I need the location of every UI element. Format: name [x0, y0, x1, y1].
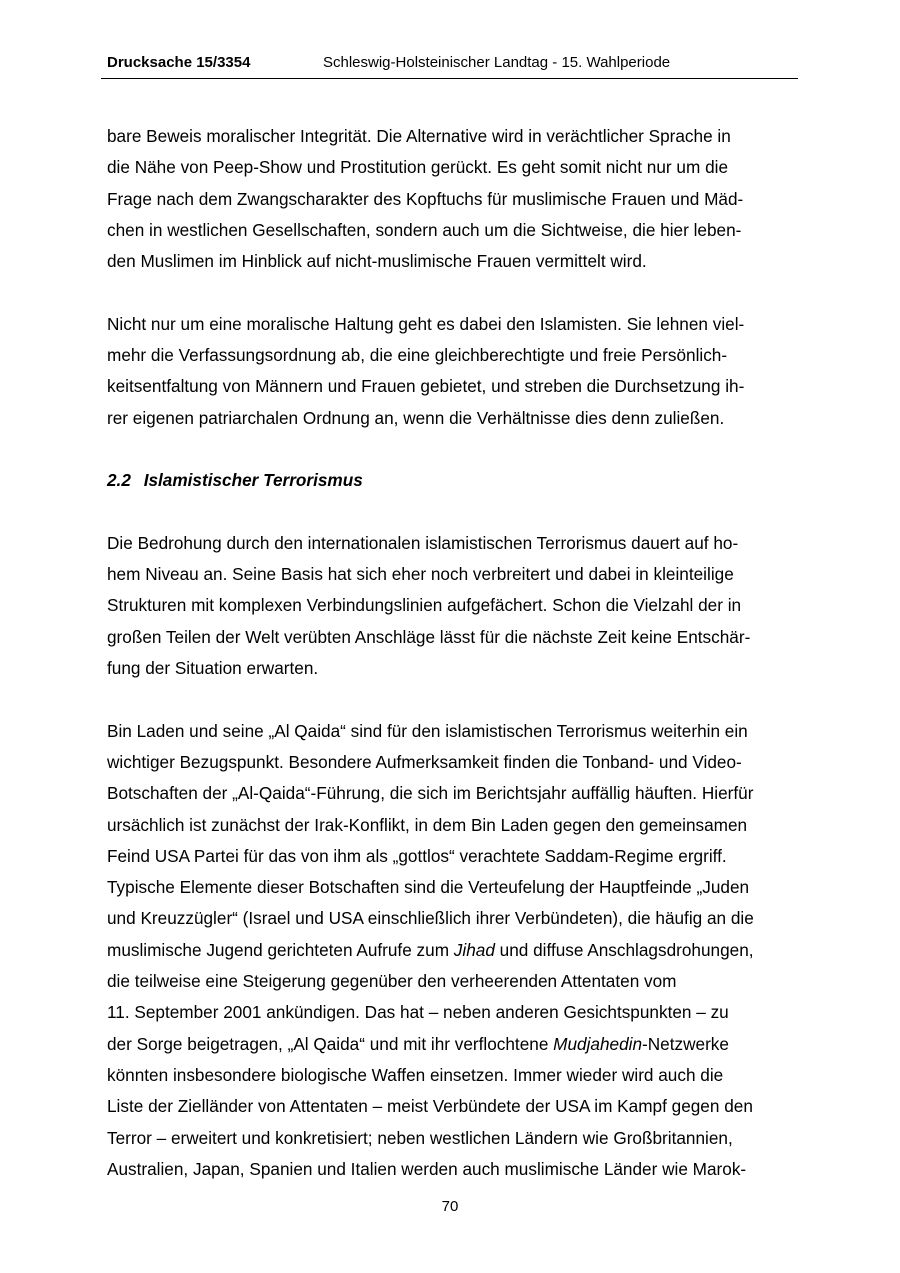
- text-line: könnten insbesondere biologische Waffen einsetzen. Immer wieder wird auch die: [107, 1064, 724, 1085]
- text-line: [107, 935, 797, 966]
- section-number: 2.2: [107, 470, 131, 491]
- text-line: rer eigenen patriarchalen Ordnung an, wenn die Verhältnisse dies denn zuließen.: [107, 407, 725, 428]
- text-line: großen Teilen der Welt verübten Anschläge lässt für die nächste Zeit keine Entschär-: [107, 626, 751, 647]
- italic-term-jihad: Jihad: [453, 939, 495, 960]
- text-line: den Muslimen im Hinblick auf nicht-muslimische Frauen vermittelt wird.: [107, 251, 647, 272]
- page-body: [107, 121, 797, 1216]
- text-line: 11. September 2001 ankündigen. Das hat – neben anderen Gesichtspunkten – zu: [107, 1002, 729, 1023]
- page-header: [101, 52, 798, 79]
- text-run: -Netzwerke: [642, 1033, 729, 1054]
- text-line: Typische Elemente dieser Botschaften sind die Verteufelung der Hauptfeinde „Juden: [107, 877, 750, 898]
- text-line: [107, 1029, 797, 1060]
- text-line: Feind USA Partei für das von ihm als „gottlos“ verachtete Saddam-Regime ergriff.: [107, 845, 727, 866]
- text-line: Frage nach dem Zwangscharakter des Kopftuchs für muslimische Frauen und Mäd-: [107, 188, 744, 209]
- text-line: hem Niveau an. Seine Basis hat sich eher noch verbreitert und dabei in kleinteilige: [107, 564, 734, 585]
- text-line: die teilweise eine Steigerung gegenüber den verheerenden Attentaten vom: [107, 971, 677, 992]
- text-run: muslimische Jugend gerichteten Aufrufe zum: [107, 939, 454, 960]
- text-line: Die Bedrohung durch den internationalen islamistischen Terrorismus dauert auf ho-: [107, 532, 739, 553]
- text-line: mehr die Verfassungsordnung ab, die eine gleichberechtigte und freie Persönlich-: [107, 345, 728, 366]
- text-line: die Nähe von Peep-Show und Prostitution gerückt. Es geht somit nicht nur um die: [107, 157, 728, 178]
- text-line: Terror – erweitert und konkretisiert; neben westlichen Ländern wie Großbritannien,: [107, 1127, 733, 1148]
- section-title: Islamistischer Terrorismus: [143, 470, 363, 491]
- text-line: Australien, Japan, Spanien und Italien werden auch muslimische Länder wie Marok-: [107, 1158, 747, 1179]
- section-heading: [107, 465, 797, 496]
- text-line: Strukturen mit komplexen Verbindungslinien aufgefächert. Schon die Vielzahl der in: [107, 595, 742, 616]
- document-number: Drucksache 15/3354: [107, 54, 251, 71]
- text-line: bare Beweis moralischer Integrität. Die Alternative wird in verächtlicher Sprache in: [107, 126, 731, 146]
- text-line: und Kreuzzügler“ (Israel und USA einschließlich ihrer Verbündeten), die häufig an die: [107, 908, 754, 929]
- text-line: chen in westlichen Gesellschaften, sondern auch um die Sichtweise, die hier leben-: [107, 219, 742, 240]
- text-line: Bin Laden und seine „Al Qaida“ sind für den islamistischen Terrorismus weiterhin ein: [107, 720, 748, 741]
- text-run: der Sorge beigetragen, „Al Qaida“ und mit ihr verflochtene: [107, 1033, 554, 1054]
- text-line: fung der Situation erwarten.: [107, 658, 319, 679]
- paragraph: [107, 716, 797, 1185]
- parliament-title: Schleswig-Holsteinischer Landtag - 15. Wahlperiode: [323, 54, 671, 71]
- text-run: und diffuse Anschlagsdrohungen,: [494, 939, 754, 960]
- page-number: 70: [441, 1198, 459, 1215]
- italic-term-mudjahedin: Mudjahedin: [553, 1033, 643, 1054]
- paragraph: [107, 309, 797, 434]
- text-line: Botschaften der „Al-Qaida“-Führung, die sich im Berichtsjahr auffällig häuften. Hierfür: [107, 783, 754, 804]
- text-line: Nicht nur um eine moralische Haltung geht es dabei den Islamisten. Sie lehnen viel-: [107, 313, 745, 334]
- text-line: Liste der Zielländer von Attentaten – meist Verbündete der USA im Kampf gegen den: [107, 1096, 753, 1117]
- text-line: ursächlich ist zunächst der Irak-Konflikt, in dem Bin Laden gegen den gemeinsamen: [107, 814, 748, 835]
- paragraph: [107, 121, 797, 277]
- paragraph: [107, 528, 797, 684]
- text-line: keitsentfaltung von Männern und Frauen gebietet, und streben die Durchsetzung ih-: [107, 376, 745, 397]
- text-line: wichtiger Bezugspunkt. Besondere Aufmerksamkeit finden die Tonband- und Video-: [107, 751, 742, 772]
